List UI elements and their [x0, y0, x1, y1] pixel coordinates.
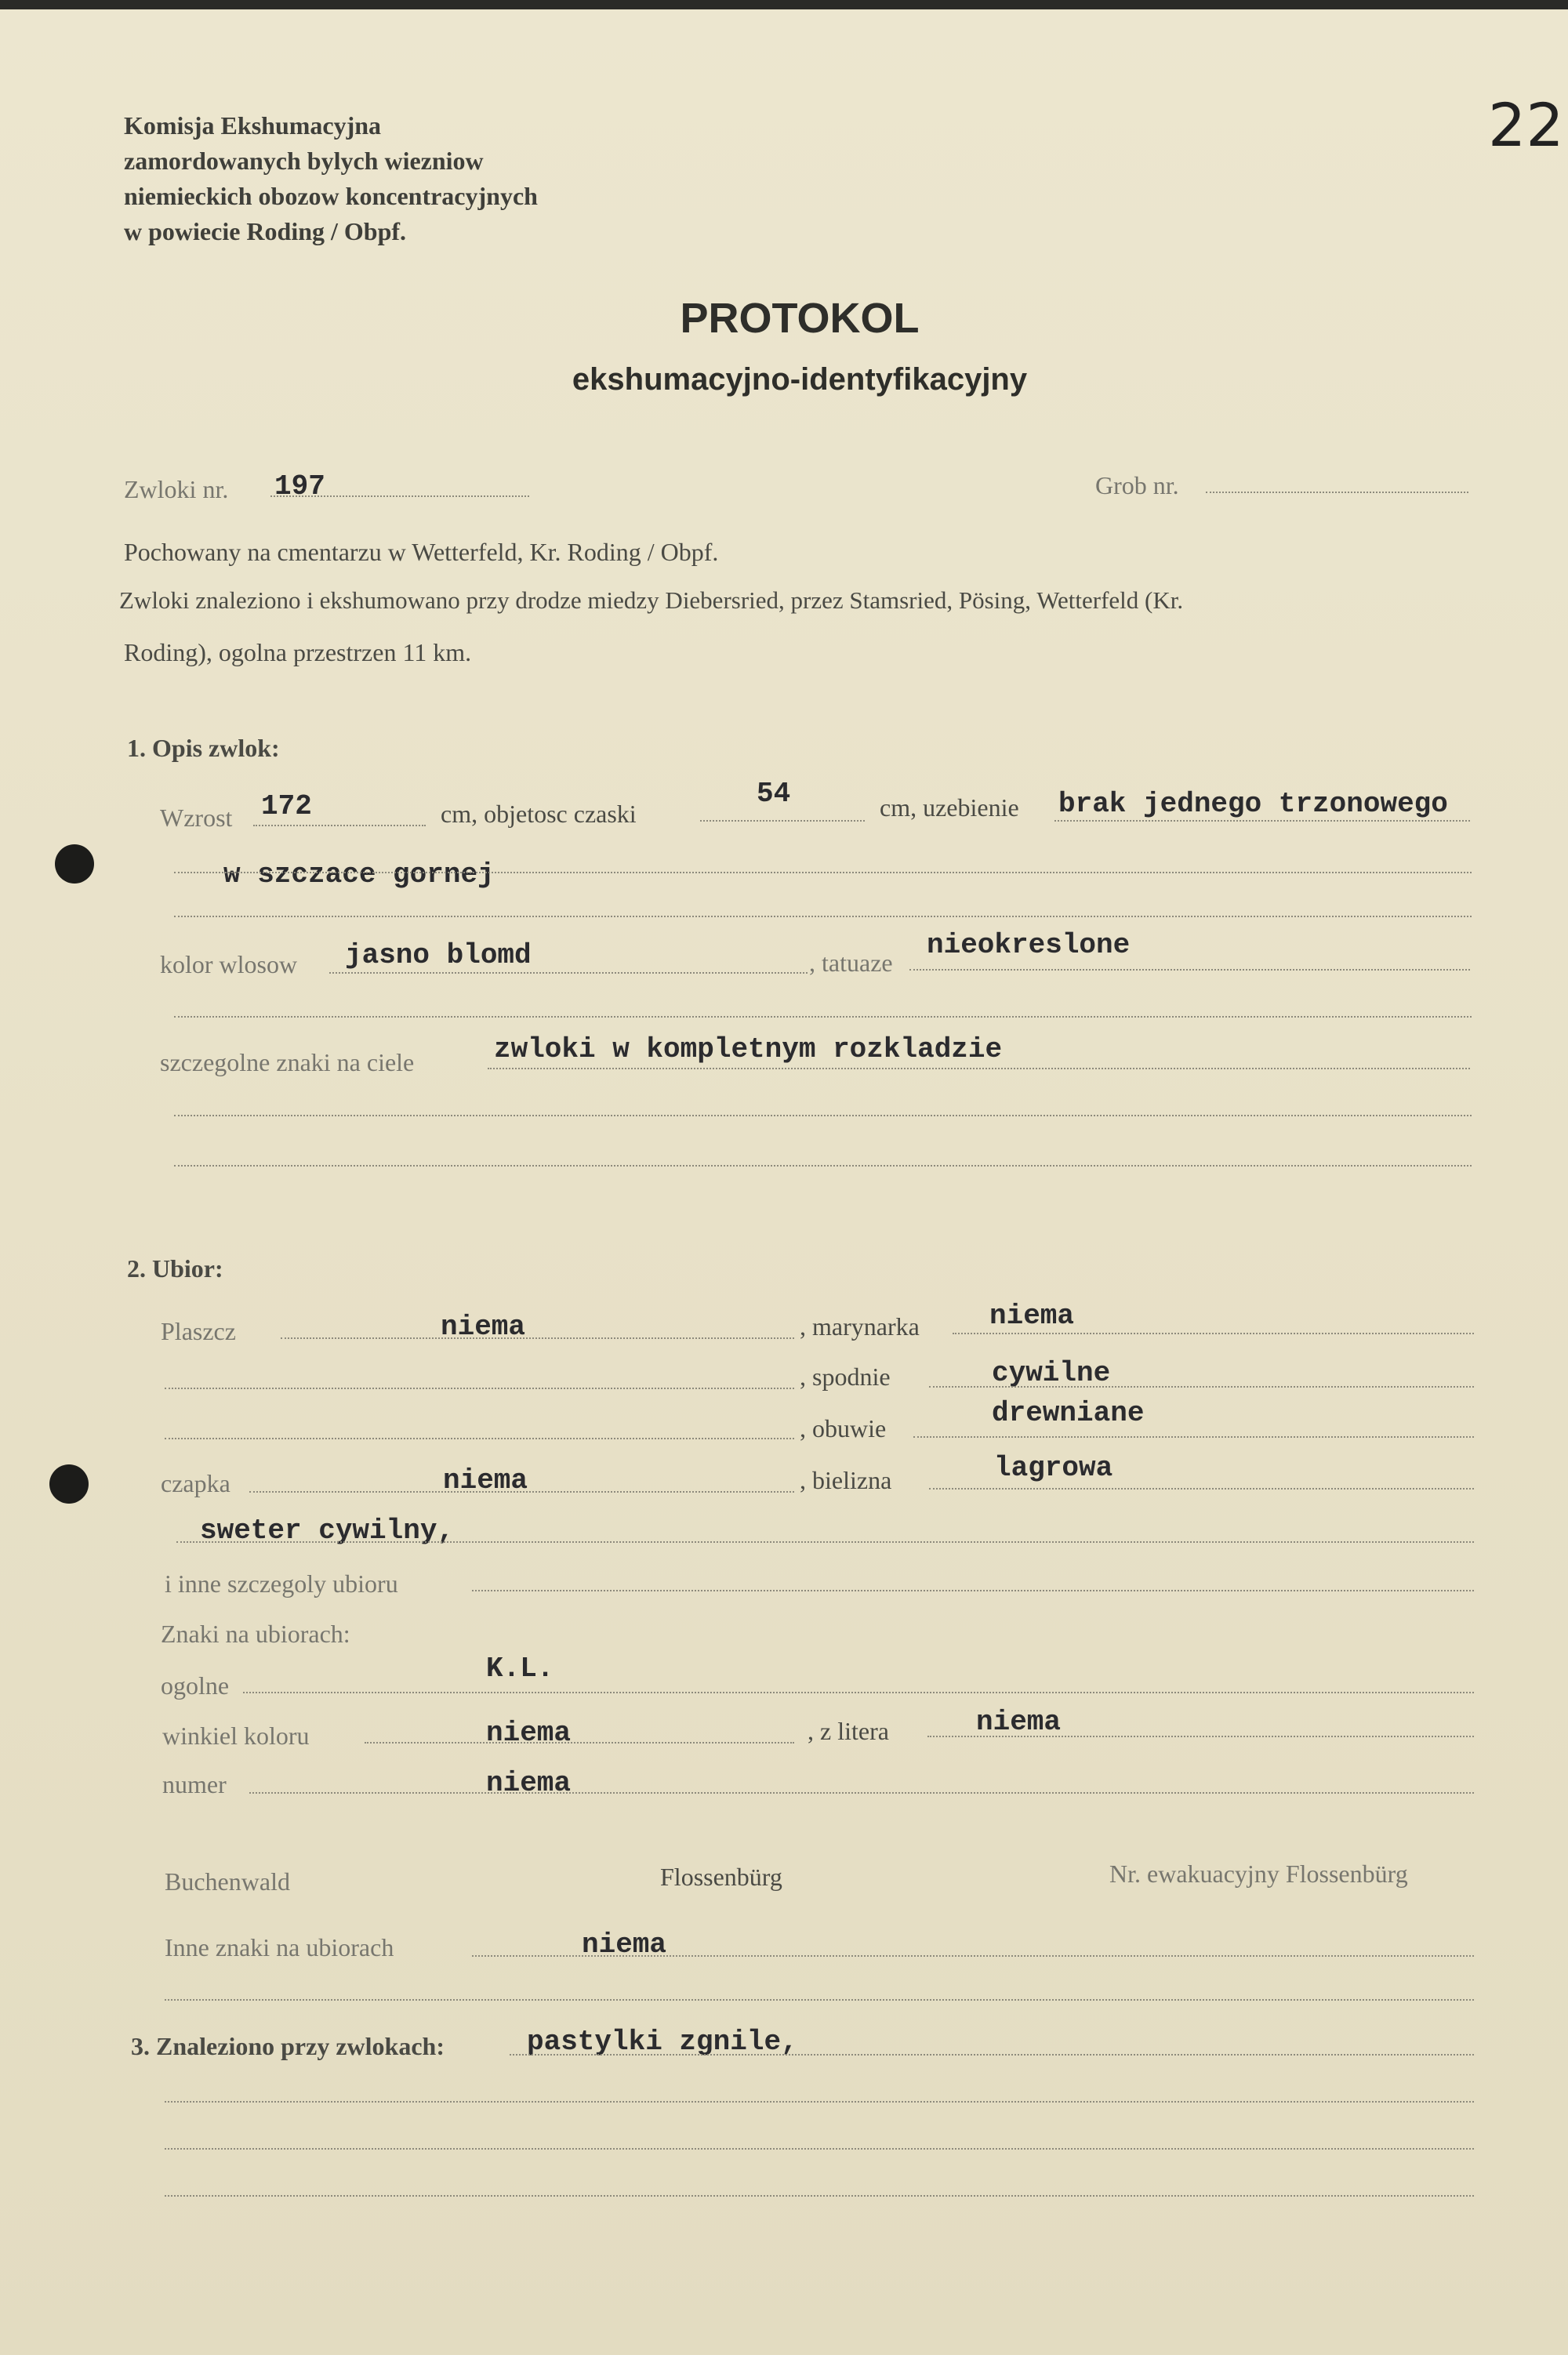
teeth-continued-line	[174, 872, 1472, 873]
coat-label: Plaszcz	[161, 1317, 236, 1345]
burial-place-text: Pochowany na cmentarzu w Wetterfeld, Kr. Roding / Obpf.	[124, 538, 719, 566]
other-marks-line	[472, 1955, 1474, 1957]
triangle-color-line	[365, 1742, 794, 1744]
other-clothing-line	[472, 1590, 1474, 1591]
other-marks-value: niema	[582, 1929, 667, 1961]
coat-line	[281, 1337, 794, 1339]
header-line-3: niemieckich obozow koncentracyjnych	[124, 182, 538, 210]
tattoo-line	[909, 969, 1470, 971]
grave-number-line	[1206, 492, 1468, 493]
clothing-marks-heading: Znaki na ubiorach:	[161, 1620, 350, 1648]
section-3-value: pastylki zgnile,	[527, 2026, 798, 2058]
height-line	[253, 825, 426, 826]
skull-value: 54	[757, 778, 791, 810]
triangle-color-value: niema	[486, 1717, 572, 1749]
skull-line	[700, 820, 865, 822]
teeth-line	[1054, 820, 1470, 822]
letter-label: , z litera	[808, 1717, 889, 1745]
punch-hole-bottom	[49, 1464, 89, 1504]
teeth-label: cm, uzebienie	[880, 793, 1019, 822]
blank-line	[165, 2101, 1474, 2103]
section-2-heading: 2. Ubior:	[127, 1254, 223, 1283]
underwear-label: , bielizna	[800, 1466, 892, 1494]
jacket-label: , marynarka	[800, 1312, 920, 1341]
body-number-line	[270, 495, 529, 497]
cap-label: czapka	[161, 1469, 230, 1497]
found-text-line-2: Roding), ogolna przestrzen 11 km.	[124, 638, 472, 666]
header-line-4: w powiecie Roding / Obpf.	[124, 217, 407, 245]
shoes-line	[913, 1436, 1474, 1438]
coat-value: niema	[441, 1311, 526, 1343]
tattoo-label: , tatuaze	[809, 949, 893, 977]
body-number-value: 197	[274, 470, 325, 503]
blank-line	[174, 1115, 1472, 1116]
extra-clothing-value: sweter cywilny,	[200, 1515, 455, 1547]
general-marks-line	[243, 1692, 1474, 1693]
document-title: PROTOKOL	[680, 295, 920, 342]
teeth-value-continued: w szczace gornej	[223, 858, 495, 891]
scan-top-edge	[0, 0, 1568, 9]
body-marks-label: szczegolne znaki na ciele	[160, 1048, 415, 1076]
blank-line	[176, 1541, 1474, 1543]
shoes-value: drewniane	[992, 1397, 1145, 1429]
punch-hole-top	[55, 844, 94, 884]
trousers-label: , spodnie	[800, 1363, 891, 1391]
skull-label: cm, objetosc czaski	[441, 800, 637, 828]
letter-value: niema	[976, 1706, 1062, 1738]
trousers-line	[929, 1386, 1474, 1388]
blank-line	[174, 1016, 1472, 1018]
page-number: 22	[1488, 90, 1564, 160]
blank-line	[165, 2195, 1474, 2197]
height-value: 172	[261, 790, 312, 822]
grave-number-label: Grob nr.	[1095, 471, 1179, 499]
general-marks-value: K.L.	[486, 1653, 554, 1685]
blank-line	[165, 1438, 794, 1439]
buchenwald-label: Buchenwald	[165, 1867, 290, 1896]
number-value: niema	[486, 1767, 572, 1799]
body-marks-line	[488, 1068, 1470, 1069]
underwear-line	[929, 1488, 1474, 1490]
other-clothing-label: i inne szczegoly ubioru	[165, 1569, 398, 1598]
blank-line	[165, 1999, 1474, 2001]
commission-header	[124, 108, 538, 249]
underwear-value: lagrowa	[994, 1452, 1113, 1484]
blank-line	[165, 2148, 1474, 2150]
found-text-line-1: Zwloki znaleziono i ekshumowano przy drodze miedzy Diebersried, przez Stamsried, Pösing, Wetterfeld (Kr.	[119, 586, 1184, 614]
hair-line	[329, 972, 808, 974]
hair-value: jasno blomd	[345, 939, 532, 971]
hair-label: kolor wlosow	[160, 950, 298, 978]
evacuation-number-label: Nr. ewakuacyjny Flossenbürg	[1109, 1860, 1408, 1888]
other-marks-label: Inne znaki na ubiorach	[165, 1933, 394, 1961]
height-label: Wzrost	[160, 804, 233, 832]
letter-line	[927, 1736, 1474, 1737]
general-marks-label: ogolne	[161, 1671, 230, 1700]
section-3-label: 3. Znaleziono przy zwlokach:	[131, 2032, 445, 2060]
cap-value: niema	[443, 1464, 528, 1497]
section-1-heading: 1. Opis zwlok:	[127, 734, 280, 762]
blank-line	[165, 1388, 794, 1389]
blank-line	[174, 1165, 1472, 1167]
number-label: numer	[162, 1770, 227, 1798]
teeth-value: brak jednego trzonowego	[1058, 788, 1448, 820]
found-items-line	[510, 2054, 1474, 2056]
jacket-line	[953, 1333, 1474, 1334]
shoes-label: , obuwie	[800, 1414, 887, 1442]
number-line	[249, 1792, 1474, 1794]
jacket-value: niema	[989, 1300, 1075, 1332]
cap-line	[249, 1491, 794, 1493]
document-subtitle: ekshumacyjno-identyfikacyjny	[572, 362, 1028, 397]
header-line-2: zamordowanych bylych wiezniow	[124, 147, 484, 175]
body-number-label: Zwloki nr.	[124, 475, 229, 503]
header-line-1: Komisja Ekshumacyjna	[124, 111, 382, 140]
flossenburg-label: Flossenbürg	[660, 1863, 782, 1891]
body-marks-value: zwloki w kompletnym rozkladzie	[494, 1033, 1003, 1065]
tattoo-value: nieokreslone	[927, 929, 1131, 961]
blank-line	[174, 916, 1472, 917]
trousers-value: cywilne	[992, 1357, 1111, 1389]
triangle-color-label: winkiel koloru	[162, 1722, 310, 1750]
